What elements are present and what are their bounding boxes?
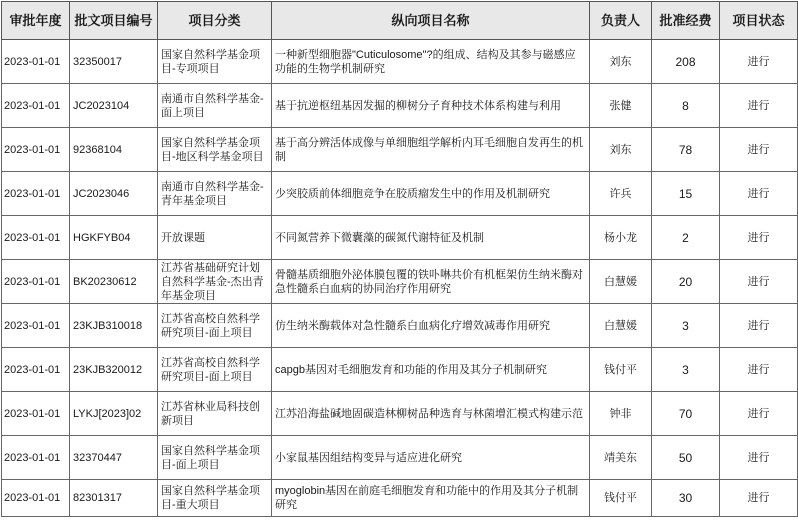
cell-project-category: 国家自然科学基金项目-地区科学基金项目	[158, 128, 272, 172]
cell-status: 进行	[720, 304, 798, 348]
cell-funding: 70	[652, 392, 720, 436]
cell-funding: 2	[652, 216, 720, 260]
cell-project-number: JC2023046	[70, 172, 158, 216]
cell-project-number: 92368104	[70, 128, 158, 172]
cell-project-name: 不同氮营养下微囊藻的碳氮代谢特征及机制	[272, 216, 590, 260]
table-row	[2, 40, 798, 84]
cell-project-number: HGKFYB04	[70, 216, 158, 260]
cell-status: 进行	[720, 84, 798, 128]
cell-leader: 钱付平	[590, 480, 652, 517]
cell-project-category: 开放课题	[158, 216, 272, 260]
cell-approval-date: 2023-01-01	[2, 128, 70, 172]
cell-leader: 刘东	[590, 128, 652, 172]
cell-funding: 208	[652, 40, 720, 84]
header-project-category: 项目分类	[158, 2, 272, 40]
header-status: 项目状态	[720, 2, 798, 40]
cell-approval-date: 2023-01-01	[2, 172, 70, 216]
cell-leader: 刘东	[590, 40, 652, 84]
table-row	[2, 348, 798, 392]
cell-funding: 3	[652, 304, 720, 348]
cell-project-name: capgb基因对毛细胞发育和功能的作用及其分子机制研究	[272, 348, 590, 392]
cell-funding: 3	[652, 348, 720, 392]
cell-project-name: 江苏沿海盐碱地固碳造林柳树品种选育与林菌增汇模式构建示范	[272, 392, 590, 436]
cell-project-category: 南通市自然科学基金-面上项目	[158, 84, 272, 128]
cell-funding: 8	[652, 84, 720, 128]
cell-project-number: 32370447	[70, 436, 158, 480]
cell-approval-date: 2023-01-01	[2, 304, 70, 348]
cell-funding: 50	[652, 436, 720, 480]
cell-approval-date: 2023-01-01	[2, 480, 70, 517]
cell-status: 进行	[720, 128, 798, 172]
cell-status: 进行	[720, 216, 798, 260]
cell-project-number: 23KJB320012	[70, 348, 158, 392]
cell-leader: 许兵	[590, 172, 652, 216]
cell-project-category: 南通市自然科学基金-青年基金项目	[158, 172, 272, 216]
cell-status: 进行	[720, 348, 798, 392]
table-row	[2, 436, 798, 480]
cell-project-name: 仿生纳米酶载体对急性髓系白血病化疗增效减毒作用研究	[272, 304, 590, 348]
table-row	[2, 216, 798, 260]
cell-project-name: 骨髓基质细胞外泌体膜包覆的铁卟啉共价有机框架仿生纳米酶对急性髓系白血病的协同治疗作用研究	[272, 260, 590, 304]
project-table	[1, 1, 798, 517]
cell-leader: 钱付平	[590, 348, 652, 392]
cell-project-name: myoglobin基因在前庭毛细胞发育和功能中的作用及其分子机制研究	[272, 480, 590, 517]
table-row	[2, 128, 798, 172]
cell-project-number: 23KJB310018	[70, 304, 158, 348]
cell-status: 进行	[720, 480, 798, 517]
cell-leader: 白慧媛	[590, 260, 652, 304]
table-row	[2, 260, 798, 304]
cell-approval-date: 2023-01-01	[2, 348, 70, 392]
cell-status: 进行	[720, 260, 798, 304]
cell-project-name: 一种新型细胞器"Cuticulosome"?的组成、结构及其参与磁感应功能的生物学机制研究	[272, 40, 590, 84]
cell-funding: 15	[652, 172, 720, 216]
cell-approval-date: 2023-01-01	[2, 436, 70, 480]
cell-approval-date: 2023-01-01	[2, 216, 70, 260]
cell-approval-date: 2023-01-01	[2, 84, 70, 128]
cell-project-category: 江苏省基础研究计划自然科学基金-杰出青年基金项目	[158, 260, 272, 304]
cell-leader: 张健	[590, 84, 652, 128]
cell-leader: 杨小龙	[590, 216, 652, 260]
table-row	[2, 172, 798, 216]
cell-project-category: 江苏省高校自然科学研究项目-面上项目	[158, 348, 272, 392]
cell-leader: 靖美东	[590, 436, 652, 480]
cell-funding: 78	[652, 128, 720, 172]
header-row	[2, 2, 798, 40]
cell-funding: 20	[652, 260, 720, 304]
cell-leader: 白慧媛	[590, 304, 652, 348]
header-approval-year: 审批年度	[2, 2, 70, 40]
cell-project-category: 江苏省林业局科技创新项目	[158, 392, 272, 436]
cell-status: 进行	[720, 172, 798, 216]
cell-approval-date: 2023-01-01	[2, 392, 70, 436]
cell-project-category: 国家自然科学基金项目-专项项目	[158, 40, 272, 84]
cell-project-number: BK20230612	[70, 260, 158, 304]
cell-project-name: 小家鼠基因组结构变异与适应进化研究	[272, 436, 590, 480]
header-project-number: 批文项目编号	[70, 2, 158, 40]
cell-project-category: 江苏省高校自然科学研究项目-面上项目	[158, 304, 272, 348]
table-row	[2, 304, 798, 348]
cell-project-category: 国家自然科学基金项目-面上项目	[158, 436, 272, 480]
cell-project-category: 国家自然科学基金项目-重大项目	[158, 480, 272, 517]
cell-project-number: 32350017	[70, 40, 158, 84]
cell-project-name: 基于抗逆枢纽基因发掘的柳树分子育种技术体系构建与利用	[272, 84, 590, 128]
header-project-name: 纵向项目名称	[272, 2, 590, 40]
cell-approval-date: 2023-01-01	[2, 40, 70, 84]
table-row	[2, 392, 798, 436]
cell-project-name: 基于高分辨活体成像与单细胞组学解析内耳毛细胞自发再生的机制	[272, 128, 590, 172]
header-funding: 批准经费	[652, 2, 720, 40]
cell-leader: 钟非	[590, 392, 652, 436]
cell-approval-date: 2023-01-01	[2, 260, 70, 304]
table-row	[2, 84, 798, 128]
cell-project-name: 少突胶质前体细胞竞争在胶质瘤发生中的作用及机制研究	[272, 172, 590, 216]
header-leader: 负责人	[590, 2, 652, 40]
cell-status: 进行	[720, 436, 798, 480]
cell-project-number: JC2023104	[70, 84, 158, 128]
cell-project-number: 82301317	[70, 480, 158, 517]
cell-project-number: LYKJ[2023]02	[70, 392, 158, 436]
cell-funding: 30	[652, 480, 720, 517]
cell-status: 进行	[720, 40, 798, 84]
cell-status: 进行	[720, 392, 798, 436]
table-row	[2, 480, 798, 517]
